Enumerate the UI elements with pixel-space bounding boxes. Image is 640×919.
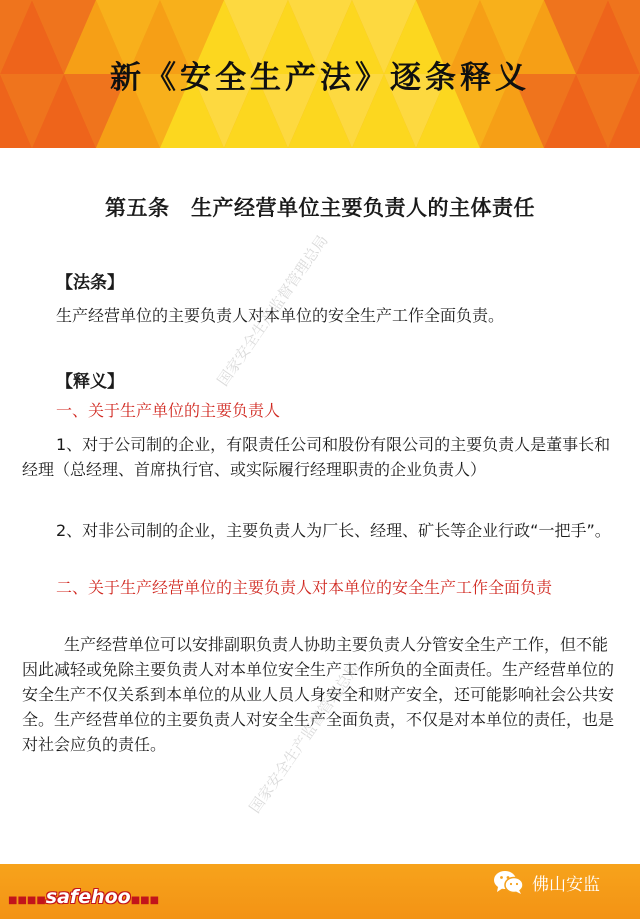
explain-label: 【释义】 — [56, 372, 124, 392]
law-text: 生产经营单位的主要负责人对本单位的安全生产工作全面负责。 — [56, 306, 505, 325]
law-label: 【法条】 — [56, 273, 124, 293]
article-title: 第五条 生产经营单位主要负责人的主体责任 — [105, 196, 535, 220]
logo-dots-right: ■■■ — [130, 895, 160, 906]
safehoo-logo[interactable] — [8, 886, 159, 908]
logo-dots-left: ■■■■ — [8, 895, 46, 906]
banner-title: 新《安全生产法》逐条释义 — [110, 60, 530, 96]
watermark-1: 国家安全生产监督管理总局 — [213, 231, 332, 390]
watermark-2: 国家安全生产监督管理总局 — [245, 658, 364, 817]
account-name[interactable]: 佛山安监 — [532, 875, 600, 895]
section-heading-2: 二、关于生产经营单位的主要负责人对本单位的安全生产工作全面负责 — [56, 578, 553, 597]
logo-text: safehoo — [45, 886, 131, 908]
paragraph-2: 2、对非公司制的企业，主要负责人为厂长、经理、矿长等企业行政“一把手”。 — [56, 521, 611, 540]
header-banner — [0, 0, 640, 148]
paragraph-3: 生产经营单位可以安排副职负责人协助主要负责人分管安全生产工作，但不能因此减轻或免除主要负责人对本单位安全生产工作所负的全面责任。生产经营单位的安全生产不仅关系到本单位的从业人员人身安全和财产安全，还可能影响社会公共安全。生产经营单位的主要负责人对安全生产全面负责，不仅是对本单位的责任，也是对社会应负的责任。 — [22, 635, 615, 754]
paragraph-1: 1、对于公司制的企业，有限责任公司和股份有限公司的主要负责人是董事长和经理（总经理、首席执行官、或实际履行经理职责的企业负责人） — [22, 435, 611, 479]
wechat-icon — [493, 869, 525, 895]
section-heading-1: 一、关于生产单位的主要负责人 — [56, 401, 281, 420]
